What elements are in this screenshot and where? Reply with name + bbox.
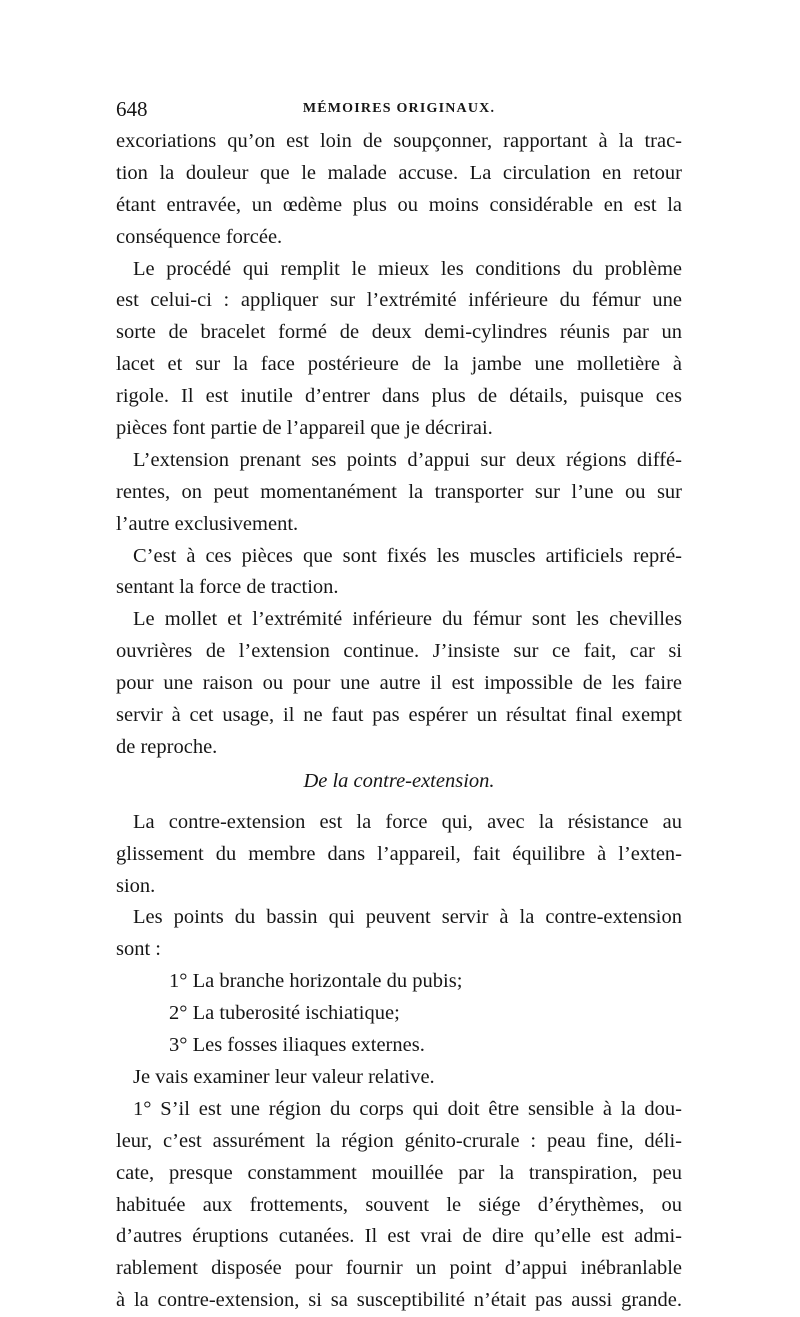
text-line: ouvrières de l’extension continue. J’insiste sur ce fait, car si [116,640,682,663]
text-line: sorte de bracelet formé de deux demi-cylindres réunis par un [116,321,682,344]
text-line: Les points du bassin qui peuvent servir à la contre-extension [133,906,682,929]
text-line: l’autre exclusivement. [116,512,299,535]
text-line: conséquence forcée. [116,225,283,248]
text-line: pièces font partie de l’appareil que je décrirai. [116,417,493,440]
text-line: L’extension prenant ses points d’appui sur deux régions diffé- [133,448,682,471]
page-header [116,94,682,124]
text-line: de reproche. [116,735,218,758]
text-line: pour une raison ou pour une autre il est impossible de les faire [116,672,682,695]
list-item: 1° La branche horizontale du pubis; [169,970,463,993]
text-line: Le mollet et l’extrémité inférieure du fémur sont les chevilles [133,608,682,631]
body-text [116,126,682,1317]
text-line: excoriations qu’on est loin de soupçonner, rapportant à la trac- [116,130,682,152]
text-line: habituée aux frottements, souvent le siége d’érythèmes, ou [116,1193,682,1216]
text-line: rablement disposée pour fournir un point d’appui inébranlable [116,1257,682,1280]
text-line: leur, c’est assurément la région génito-crurale : peau fine, déli- [116,1129,682,1152]
list-item: 3° Les fosses iliaques externes. [169,1034,425,1057]
text-line: rigole. Il est inutile d’entrer dans plus de détails, puisque ces [116,385,682,408]
text-line: 1° S’il est une région du corps qui doit être sensible à la dou- [133,1097,682,1120]
page-number: 648 [116,97,148,121]
text-line: cate, presque constamment mouillée par la transpiration, peu [116,1161,682,1184]
text-line: rentes, on peut momentanément la transporter sur l’une ou sur [116,480,682,503]
text-line: sont : [116,938,161,961]
text-line: Le procédé qui remplit le mieux les conditions du problème [133,257,682,280]
text-line: est celui-ci : appliquer sur l’extrémité inférieure du fémur une [116,289,682,312]
text-line: lacet et sur la face postérieure de la jambe une molletière à [116,353,682,376]
text-line: glissement du membre dans l’appareil, fait équilibre à l’exten- [116,842,682,865]
text-line: à la contre-extension, si sa susceptibilité n’était pas aussi grande. [116,1289,682,1312]
section-heading: De la contre-extension. [303,769,495,792]
text-line: d’autres éruptions cutanées. Il est vrai de dire qu’elle est admi- [116,1225,682,1248]
text-line: étant entravée, un œdème plus ou moins considérable en est la [116,193,682,216]
running-title: MÉMOIRES ORIGINAUX. [302,101,496,116]
text-line: La contre-extension est la force qui, avec la résistance au [133,810,682,833]
text-line: servir à cet usage, il ne faut pas espérer un résultat final exempt [116,704,682,727]
text-line: C’est à ces pièces que sont fixés les muscles artificiels repré- [133,544,682,567]
text-line: Je vais examiner leur valeur relative. [133,1065,435,1088]
text-line: sion. [116,874,156,897]
spacer [116,799,682,807]
text-line: tion la douleur que le malade accuse. La circulation en retour [116,161,682,184]
text-line: sentant la force de traction. [116,576,339,599]
list-item: 2° La tuberosité ischiatique; [169,1002,400,1025]
